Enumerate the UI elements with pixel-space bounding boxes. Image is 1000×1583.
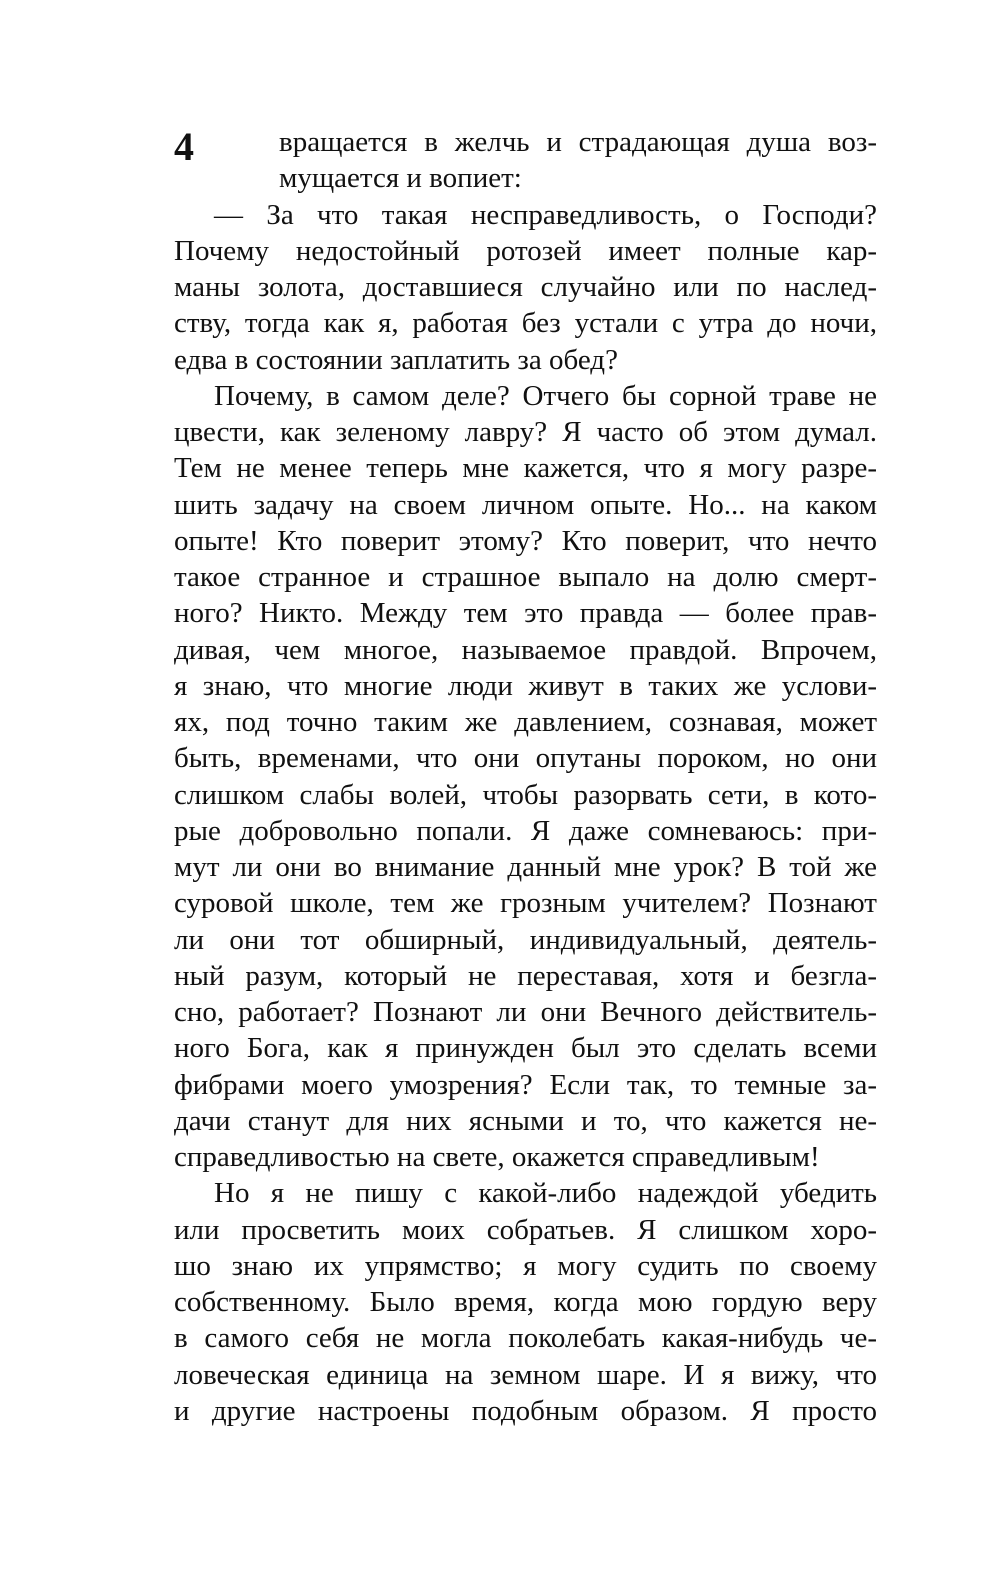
text-line: справедливостью на свете, окажется справедливым! [174,1141,820,1173]
text-line: Но я не пишу с какой-либо надеждой убедить [214,1177,877,1210]
text-line: вращается в желчь и страдающая душа воз- [279,126,877,158]
text-line: цвести, как зеленому лавру? Я часто об этом думал. [174,416,877,448]
text-line: Тем не менее теперь мне кажется, что я могу разре- [174,452,877,485]
text-line: мут ли они во внимание данный мне урок? В той же [174,851,877,883]
text-line: ного Бога, как я принужден был это сделать всеми [174,1032,877,1065]
text-line: ли они тот обширный, индивидуальный, деятель- [174,923,877,956]
text-line: или просветить моих собратьев. Я слишком хоро- [174,1213,877,1246]
text-line: ного? Никто. Между тем это правда — более прав- [174,597,877,630]
text-line: сно, работает? Познают ли они Вечного действитель- [174,996,877,1028]
text-line: шить задачу на своем личном опыте. Но... на каком [174,488,877,521]
text-line: — За что такая несправедливость, о Господи? [214,198,877,231]
text-line: дивая, чем многое, называемое правдой. Впрочем, [174,633,877,666]
text-line: и другие настроены подобным образом. Я просто [174,1394,877,1427]
text-line: я знаю, что многие люди живут в таких же услови- [174,669,877,702]
text-line: шо знаю их упрямство; я могу судить по своему [174,1249,877,1282]
text-line: быть, временами, что они опутаны пороком, но они [174,742,877,775]
text-line: ловеческая единица на земном шаре. И я вижу, что [174,1358,877,1391]
text-line: фибрами моего умозрения? Если так, то темные за- [174,1068,877,1101]
text-line: Почему недостойный ротозей имеет полные кар- [174,234,877,267]
text-line: дачи станут для них ясными и то, что кажется не- [174,1104,877,1137]
text-line: собственному. Было время, когда мою гордую веру [174,1286,877,1318]
text-line: в самого себя не могла поколебать какая-нибудь че- [174,1322,877,1355]
text-line: опыте! Кто поверит этому? Кто поверит, что нечто [174,524,877,557]
body-text [174,124,877,1429]
text-line: суровой школе, тем же грозным учителем? Познают [174,887,877,920]
text-line: слишком слабы волей, чтобы разорвать сети, в кото- [174,778,877,811]
text-line: мущается и вопиет: [279,162,522,195]
text-line: едва в состоянии заплатить за обед? [174,343,618,376]
text-line: ный разум, который не переставая, хотя и безгла- [174,959,877,992]
text-line: маны золота, доставшиеся случайно или по наслед- [174,271,877,303]
text-line: ству, тогда как я, работая без устали с утра до ночи, [174,307,877,340]
text-line: такое странное и страшное выпало на долю смерт- [174,561,877,593]
page-number: 4 [174,124,194,169]
text-line: Почему, в самом деле? Отчего бы сорной траве не [214,379,877,412]
text-line: ях, под точно таким же давлением, сознавая, может [174,706,877,738]
text-line: рые добровольно попали. Я даже сомневаюсь: при- [174,814,877,847]
